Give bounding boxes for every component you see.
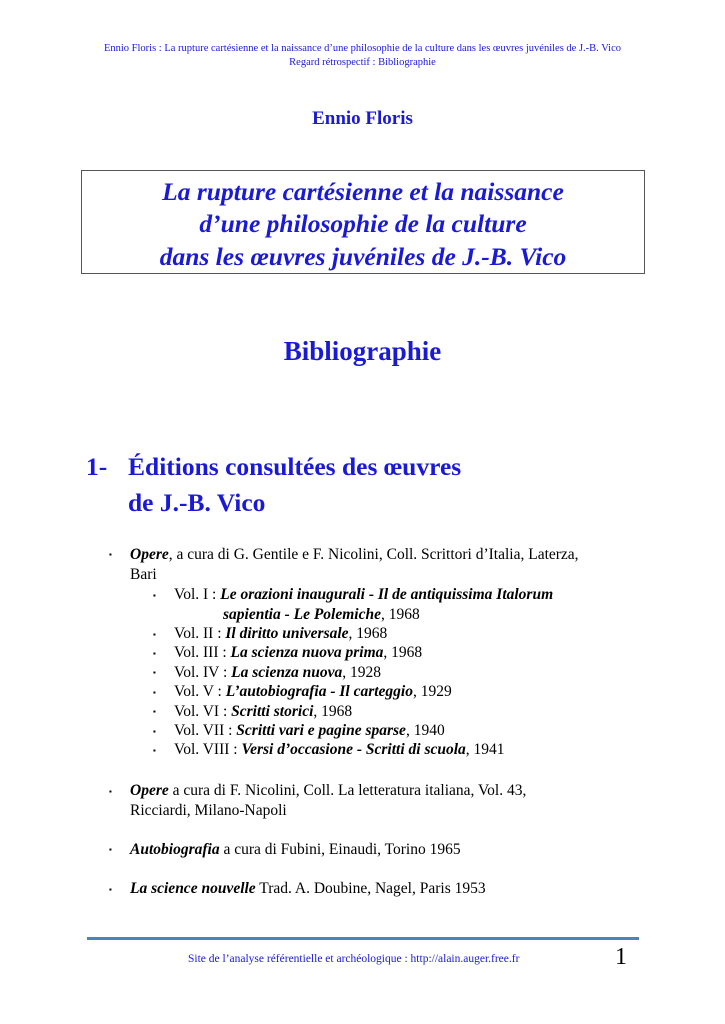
volume-item — [174, 740, 505, 760]
volume-title: Scritti vari e pagine sparse — [236, 722, 406, 739]
item-title: Opere — [130, 546, 169, 563]
footer-link-text: Site de l’analyse référentielle et archéologique : http://alain.auger.free.fr — [188, 953, 520, 965]
item-title: Autobiografia — [130, 841, 220, 858]
volume-number: Vol. III : — [174, 644, 231, 661]
volume-item — [174, 643, 422, 663]
volume-year: , 1968 — [313, 703, 353, 720]
bullet-icon: ▪ — [153, 688, 156, 697]
bullet-icon: ▪ — [109, 787, 112, 796]
volume-year: , 1929 — [413, 683, 452, 700]
volume-number: Vol. IV : — [174, 664, 232, 681]
page-number: 1 — [615, 944, 627, 970]
volume-year: , 1968 — [383, 644, 423, 661]
author-name: Ennio Floris — [312, 108, 413, 129]
volume-item — [174, 585, 553, 625]
title-line3: dans les œuvres juvéniles de J.-B. Vico — [159, 242, 567, 271]
bullet-icon: ▪ — [153, 707, 156, 716]
volume-item — [174, 682, 452, 702]
volume-title: La scienza nuova — [231, 664, 343, 681]
volume-year: , 1928 — [342, 664, 381, 681]
heading-number: 1- — [86, 452, 108, 481]
item-text: a cura di F. Nicolini, Coll. La letteratura italiana, Vol. 43, — [168, 782, 527, 799]
item-text-line2: Bari — [130, 566, 157, 583]
bullet-icon: ▪ — [109, 885, 112, 894]
volume-number: Vol. VII : — [174, 722, 237, 739]
item-title: Opere — [130, 782, 169, 799]
bullet-icon: ▪ — [153, 668, 156, 677]
running-header — [0, 42, 725, 70]
volume-title: Il diritto universale — [225, 625, 349, 642]
volume-year: , 1968 — [348, 625, 388, 642]
title-box — [81, 170, 645, 274]
list-item — [130, 879, 486, 899]
bullet-icon: ▪ — [153, 630, 156, 639]
footer-rule — [87, 937, 639, 940]
volume-title: Le orazioni inaugurali - Il de antiquissima Italorum — [220, 586, 554, 603]
volume-year: , 1941 — [465, 741, 505, 758]
item-title: La science nouvelle — [130, 880, 256, 897]
volume-title: Versi d’occasione - Scritti di scuola — [241, 741, 466, 758]
list-item — [130, 781, 526, 821]
item-text: , a cura di G. Gentile e F. Nicolini, Coll. Scrittori d’Italia, Laterza, — [168, 546, 579, 563]
running-header-line1: Ennio Floris : La rupture cartésienne et la naissance d’une philosophie de la culture dans les œuvres juvéniles de J.-B. Vico — [103, 43, 622, 54]
title-line2: d’une philosophie de la culture — [199, 209, 527, 238]
volume-title-line2: sapientia - Le Polemiche — [223, 606, 381, 623]
volume-item — [174, 702, 352, 722]
volume-number: Vol. II : — [174, 625, 226, 642]
item-text: Trad. A. Doubine, Nagel, Paris 1953 — [255, 880, 486, 897]
bullet-icon: ▪ — [153, 727, 156, 736]
volume-item — [174, 624, 387, 644]
item-text-line2: Ricciardi, Milano-Napoli — [130, 802, 287, 819]
bullet-icon: ▪ — [109, 550, 112, 559]
heading-line1: Éditions consultées des œuvres — [128, 452, 462, 481]
volume-number: Vol. VI : — [174, 703, 232, 720]
running-header-line2: Regard rétrospectif : Bibliographie — [289, 57, 436, 68]
list-item — [130, 545, 579, 585]
bullet-icon: ▪ — [153, 746, 156, 755]
heading-line2: de J.-B. Vico — [128, 488, 266, 517]
volume-year: , 1968 — [380, 606, 420, 623]
volume-title: La scienza nuova prima — [230, 644, 384, 661]
volume-year: , 1940 — [405, 722, 445, 739]
bullet-icon: ▪ — [109, 845, 112, 854]
bullet-icon: ▪ — [153, 591, 156, 600]
subsection-heading — [86, 449, 461, 521]
volume-number: Vol. I : — [174, 586, 221, 603]
volume-number: Vol. VIII : — [174, 741, 242, 758]
section-title: Bibliographie — [283, 336, 442, 366]
item-text: a cura di Fubini, Einaudi, Torino 1965 — [219, 841, 461, 858]
volume-item — [174, 663, 381, 683]
volume-title: Scritti storici — [231, 703, 314, 720]
volume-item — [174, 721, 445, 741]
bullet-icon: ▪ — [153, 649, 156, 658]
list-item — [130, 840, 461, 860]
volume-title: L’autobiografia - Il carteggio — [225, 683, 413, 700]
title-line1: La rupture cartésienne et la naissance — [162, 177, 564, 206]
volume-number: Vol. V : — [174, 683, 226, 700]
